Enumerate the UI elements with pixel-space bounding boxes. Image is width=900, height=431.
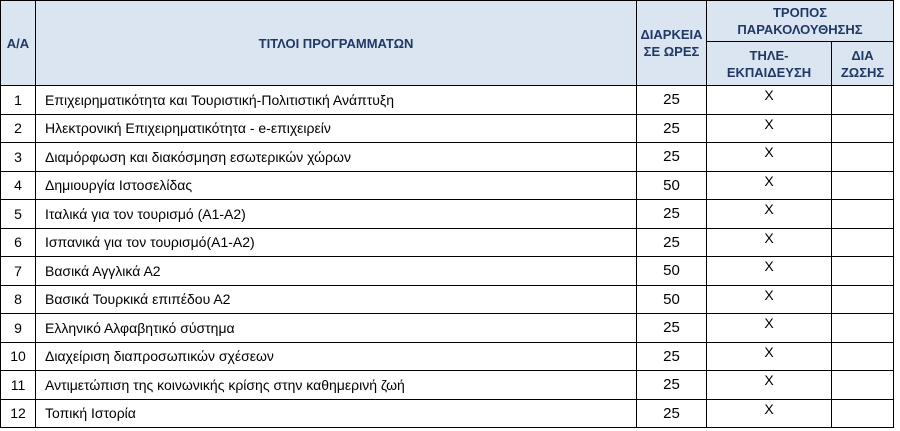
row-hours: 25 (637, 143, 707, 172)
row-live-mark (832, 257, 894, 286)
row-num: 3 (1, 143, 36, 172)
row-remote-mark: Χ (707, 200, 832, 229)
row-remote-mark: Χ (707, 371, 832, 400)
table-row (1, 86, 894, 115)
row-remote-mark: Χ (707, 342, 832, 371)
header-duration (637, 1, 707, 86)
row-live-mark (832, 285, 894, 314)
row-num: 9 (1, 314, 36, 343)
header-duration-line2: ΣΕ ΩΡΕΣ (643, 44, 700, 59)
row-num: 1 (1, 86, 36, 115)
row-live-mark (832, 86, 894, 115)
row-num: 5 (1, 200, 36, 229)
row-hours: 25 (637, 228, 707, 257)
row-num: 6 (1, 228, 36, 257)
table-row (1, 371, 894, 400)
row-hours: 25 (637, 314, 707, 343)
row-hours: 25 (637, 399, 707, 428)
row-title: Δημιουργία Ιστοσελίδας (36, 171, 637, 200)
table-row (1, 399, 894, 428)
row-remote-mark: Χ (707, 314, 832, 343)
header-live-line1: ΔΙΑ (851, 47, 874, 63)
header-live-line2: ΖΩΣΗΣ (840, 64, 885, 80)
row-remote-mark: Χ (707, 86, 832, 115)
row-title: Ηλεκτρονική Επιχειρηματικότητα - e-επιχειρείν (36, 114, 637, 143)
table-row (1, 285, 894, 314)
row-num: 10 (1, 342, 36, 371)
row-live-mark (832, 342, 894, 371)
row-remote-mark: Χ (707, 285, 832, 314)
header-num: Α/Α (1, 1, 36, 86)
row-remote-mark: Χ (707, 399, 832, 428)
row-title: Ελληνικό Αλφαβητικό σύστημα (36, 314, 637, 343)
row-title: Βασικά Τουρκικά επιπέδου Α2 (36, 285, 637, 314)
row-remote-mark: Χ (707, 257, 832, 286)
row-hours: 50 (637, 257, 707, 286)
row-title: Ισπανικά για τον τουρισμό(Α1-Α2) (36, 228, 637, 257)
row-num: 2 (1, 114, 36, 143)
table-row (1, 200, 894, 229)
header-remote-line1: ΤΗΛΕ- (749, 47, 789, 63)
row-remote-mark: Χ (707, 143, 832, 172)
row-live-mark (832, 143, 894, 172)
table-row (1, 143, 894, 172)
row-num: 7 (1, 257, 36, 286)
table-row (1, 342, 894, 371)
row-live-mark (832, 399, 894, 428)
header-remote (707, 42, 832, 86)
header-live (832, 42, 894, 86)
row-remote-mark: Χ (707, 114, 832, 143)
header-duration-line1: ΔΙΑΡΚΕΙΑ (640, 27, 703, 42)
row-hours: 25 (637, 114, 707, 143)
row-title: Διαμόρφωση και διακόσμηση εσωτερικών χώρων (36, 143, 637, 172)
row-hours: 25 (637, 200, 707, 229)
row-remote-mark: Χ (707, 171, 832, 200)
row-num: 8 (1, 285, 36, 314)
row-title: Ιταλικά για τον τουρισμό (Α1-Α2) (36, 200, 637, 229)
row-hours: 25 (637, 86, 707, 115)
row-hours: 25 (637, 342, 707, 371)
table-row (1, 114, 894, 143)
row-num: 11 (1, 371, 36, 400)
header-mode-line1: ΤΡΟΠΟΣ (772, 5, 828, 20)
row-live-mark (832, 171, 894, 200)
row-title: Τοπική Ιστορία (36, 399, 637, 428)
row-live-mark (832, 371, 894, 400)
row-title: Βασικά Αγγλικά Α2 (36, 257, 637, 286)
row-live-mark (832, 114, 894, 143)
row-hours: 50 (637, 285, 707, 314)
header-mode-line2: ΠΑΡΑΚΟΛΟΥΘΗΣΗΣ (737, 22, 863, 37)
row-remote-mark: Χ (707, 228, 832, 257)
row-hours: 25 (637, 371, 707, 400)
row-num: 12 (1, 399, 36, 428)
row-live-mark (832, 200, 894, 229)
header-remote-line2: ΕΚΠΑΙΔΕΥΣΗ (726, 64, 812, 80)
table-row (1, 171, 894, 200)
header-mode (707, 1, 894, 42)
row-live-mark (832, 228, 894, 257)
row-title: Αντιμετώπιση της κοινωνικής κρίσης στην καθημερινή ζωή (36, 371, 637, 400)
row-live-mark (832, 314, 894, 343)
table-row (1, 257, 894, 286)
row-hours: 50 (637, 171, 707, 200)
table-row (1, 314, 894, 343)
header-titles: ΤΙΤΛΟΙ ΠΡΟΓΡΑΜΜΑΤΩΝ (36, 1, 637, 86)
row-title: Επιχειρηματικότητα και Τουριστική-Πολιτιστική Ανάπτυξη (36, 86, 637, 115)
row-title: Διαχείριση διαπροσωπικών σχέσεων (36, 342, 637, 371)
table-row (1, 228, 894, 257)
row-num: 4 (1, 171, 36, 200)
